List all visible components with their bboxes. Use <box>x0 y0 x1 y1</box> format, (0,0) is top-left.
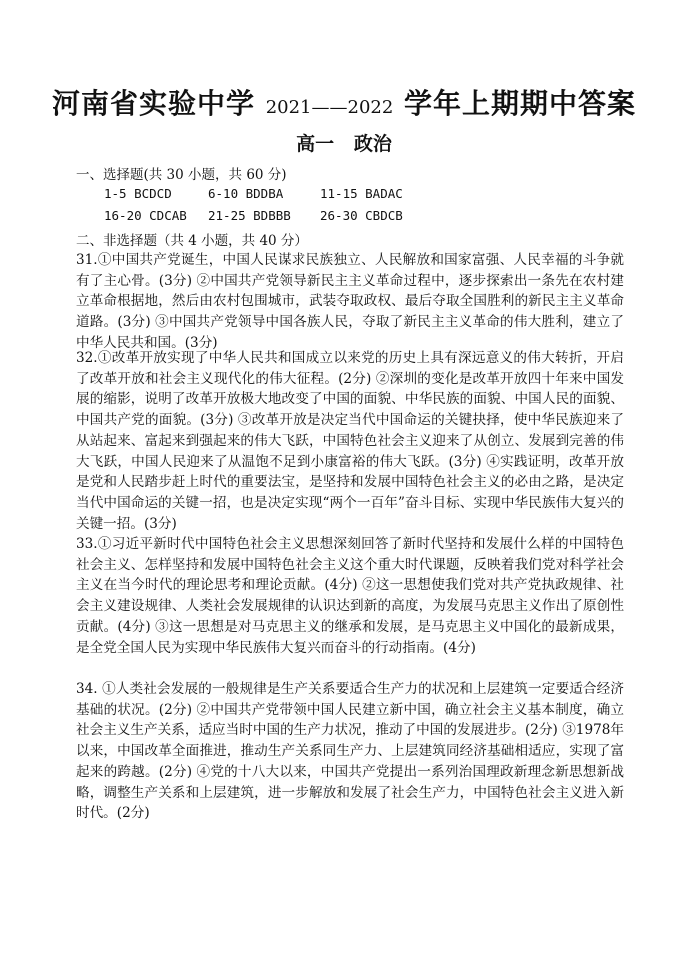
answer-group: 6-10 BDDBA <box>208 186 284 201</box>
section-choice-heading: 一、选择题(共 30 小题，共 60 分) <box>76 167 287 183</box>
answer-group: 1-5 BCDCD <box>104 186 172 201</box>
answer-group: 26-30 CBDCB <box>320 208 403 223</box>
answer-group: 11-15 BADAC <box>320 186 403 201</box>
title-years: 2021——2022 <box>265 97 394 118</box>
page-subtitle: 高一 政治 <box>296 133 392 155</box>
page-title <box>0 82 688 122</box>
question-34-answer: 34. ①人类社会发展的一般规律是生产关系要适合生产力的状况和上层建筑一定要适合经济基础的状况。(2分) ②中国共产党带领中国人民建立新中国，确立社会主义基本制度，确立社会主义生产关系，适应当时中国的生产力状况，推动了中国的发展进步。(2分) ③1978年以来，中国改革全面推进，推动生产关系同生产力、上层建筑同经济基础相适应，实现了富起来的跨越。(2分) ④党的十八大以来，中国共产党提出一系列治国理政新理念新思想新战略，调整生产关系和上层建筑，进一步解放和发展了社会生产力，中国特色社会主义进入新时代。(2分) <box>76 681 624 822</box>
title-term: 学年上期期中答案 <box>393 87 637 120</box>
question-33-answer: 33.①习近平新时代中国特色社会主义思想深刻回答了新时代坚持和发展什么样的中国特色社会主义、怎样坚持和发展中国特色社会主义这个重大时代课题，反映着我们党对科学社会主义在当今时代的理论思考和理论贡献。(4分) ②这一思想使我们党对共产党执政规律、社会主义建设规律、人类社会发展规律的认识达到新的高度，为发展马克思主义作出了原创性贡献。(4分) ③这一思想是对马克思主义的继承和发展，是马克思主义中国化的最新成果，是全党全国人民为实现中华民族伟大复兴而奋斗的行动指南。(4分) <box>76 536 624 656</box>
question-31-answer: 31.①中国共产党诞生，中国人民谋求民族独立、人民解放和国家富强、人民幸福的斗争就有了主心骨。(3分) ②中国共产党领导新民主主义革命过程中，逐步探索出一条先在农村建立革命根据地，然后由农村包围城市，武装夺取政权、最后夺取全国胜利的新民主主义革命道路。(3分) ③中国共产党领导中国各族人民，夺取了新民主主义革命的伟大胜利，建立了中华人民共和国。(3分) <box>76 252 624 351</box>
section-nonchoice-heading: 二、非选择题（共 4 小题，共 40 分） <box>76 233 308 249</box>
answer-group: 21-25 BDBBB <box>208 208 291 223</box>
question-32-answer: 32.①改革开放实现了中华人民共和国成立以来党的历史上具有深远意义的伟大转折，开启了改革开放和社会主义现代化的伟大征程。(2分) ②深圳的变化是改革开放四十年来中国发展的缩影，说明了改革开放极大地改变了中国的面貌、中华民族的面貌、中国人民的面貌、中国共产党的面貌。(3分) ③改革开放是决定当代中国命运的关键抉择，使中华民族迎来了从站起来、富起来到强起来的伟大飞跃，中国特色社会主义迎来了从创立、发展到完善的伟大飞跃，中国人民迎来了从温饱不足到小康富裕的伟大飞跃。(3分) ④实践证明，改革开放是党和人民踏步赶上时代的重要法宝，是坚持和发展中国特色社会主义的必由之路，是决定当代中国命运的关键一招，也是决定实现“两个一百年”奋斗目标、实现中华民族伟大复兴的关键一招。(3分) <box>76 350 624 532</box>
title-school: 河南省实验中学 <box>51 87 266 120</box>
answer-group: 16-20 CDCAB <box>104 208 187 223</box>
